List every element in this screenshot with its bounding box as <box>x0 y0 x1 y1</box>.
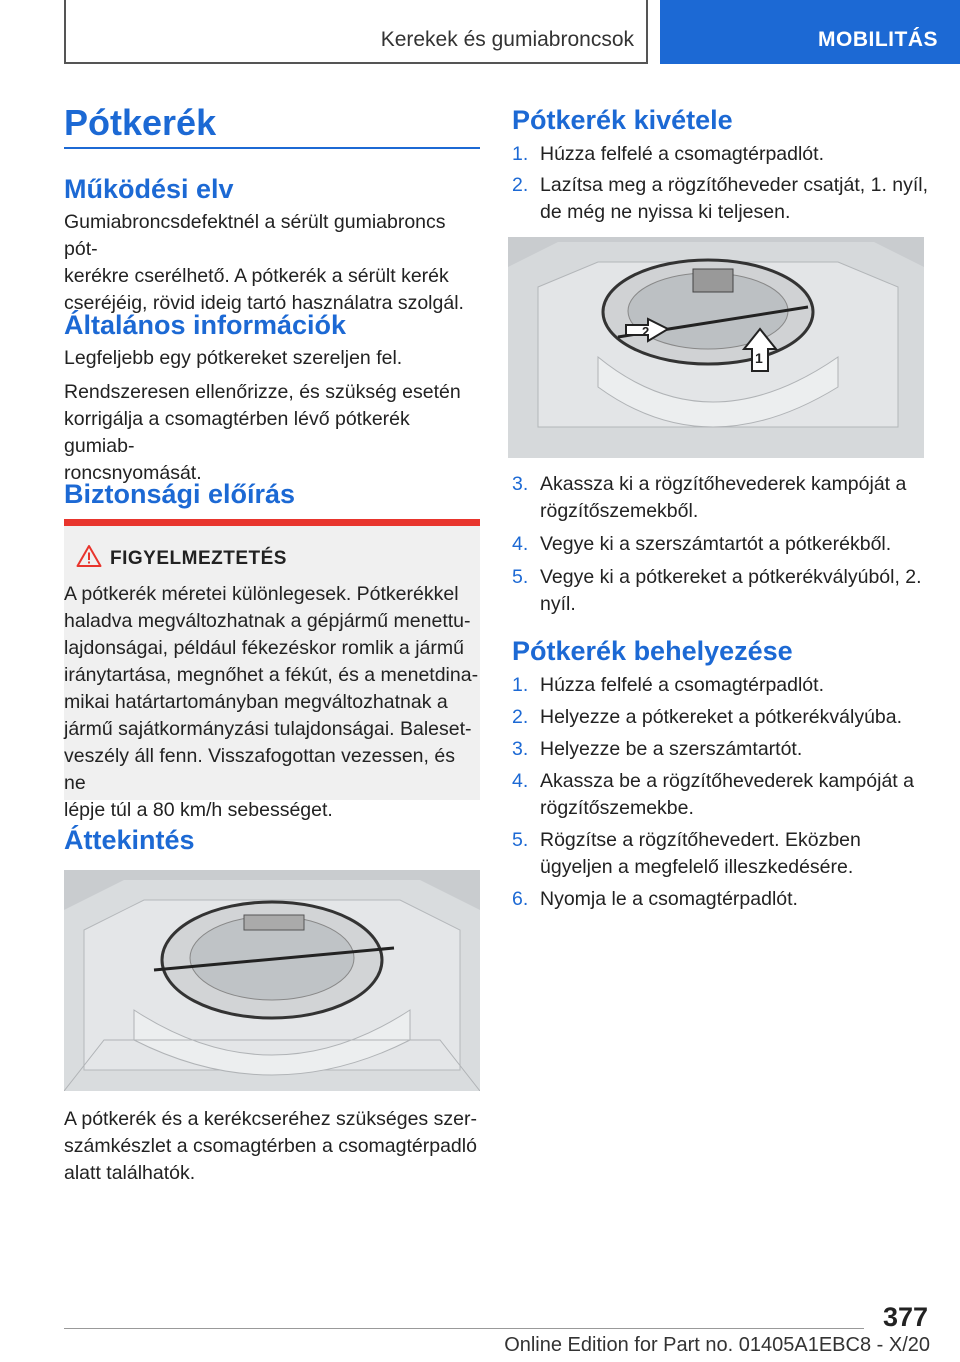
heading-insertion: Pótkerék behelyezése <box>512 636 793 666</box>
heading-removal: Pótkerék kivétele <box>512 105 733 135</box>
step-text: Húzza felfelé a csomagtérpadlót. <box>540 143 824 165</box>
step-text: Vegye ki a pótkereket a pótkerékvályúból, 2. nyíl. <box>540 566 922 615</box>
step-text: Akassza be a rögzítőhevederek kampóját a rögzítőszemekbe. <box>540 770 914 819</box>
heading-overview: Áttekintés <box>64 825 195 855</box>
header-section-box <box>64 0 648 64</box>
step-text: Rögzítse a rögzítőhevedert. Eközben ügyeljen a megfelelő illeszkedésére. <box>540 829 861 878</box>
step-number: 3. <box>512 473 529 495</box>
text-line: számkészlet a csomagtérben a csomagtérpadló <box>64 1135 477 1157</box>
list-item <box>512 886 932 913</box>
list-item <box>512 531 932 558</box>
text-line: haladva megváltozhatnak a gépjármű menettu‐ <box>64 610 471 632</box>
list-item <box>512 672 932 699</box>
text-line: kerékre cserélhető. A pótkerék a sérült kerék <box>64 265 449 287</box>
removal-steps-b <box>512 471 932 618</box>
text-line: cseréjéig, rövid ideig tartó használatra szolgál. <box>64 292 464 314</box>
list-item <box>512 827 932 881</box>
text-line: lépje túl a 80 km/h sebességet. <box>64 799 333 821</box>
footer-rule <box>64 1328 864 1329</box>
step-number: 3. <box>512 738 529 760</box>
overview-caption <box>64 1106 482 1187</box>
warning-text <box>64 581 480 824</box>
heading-working-principle: Működési elv <box>64 174 234 204</box>
step-number: 2. <box>512 706 529 728</box>
text-line: A pótkerék méretei különlegesek. Pótkerékkel <box>64 583 459 605</box>
list-item <box>512 141 932 168</box>
step-number: 1. <box>512 674 529 696</box>
step-number: 5. <box>512 829 529 851</box>
text-line: alatt találhatók. <box>64 1162 196 1184</box>
page-number: 377 <box>882 1302 928 1332</box>
text-line: iránytartása, megnőhet a fékút, és a menetdina‐ <box>64 664 479 686</box>
step-number: 5. <box>512 566 529 588</box>
figure-arrow-label: 1 <box>755 350 763 366</box>
warning-title: FIGYELMEZTETÉS <box>110 548 287 569</box>
step-text: Helyezze be a szerszámtartót. <box>540 738 803 760</box>
step-text: Vegye ki a szerszámtartót a pótkerékből. <box>540 533 892 555</box>
text-line: korrigálja a csomagtérben lévő pótkerék gumiab‐ <box>64 408 410 457</box>
step-number: 4. <box>512 770 529 792</box>
step-text: Akassza ki a rögzítőhevederek kampóját a rögzítőszemekből. <box>540 473 907 522</box>
step-number: 1. <box>512 143 529 165</box>
heading-safety: Biztonsági előírás <box>64 479 296 509</box>
title-rule <box>64 147 480 149</box>
step-number: 2. <box>512 174 529 196</box>
header-chapter-tab <box>660 0 960 64</box>
paragraph-working-principle <box>64 209 482 317</box>
insertion-steps <box>512 672 932 913</box>
header-chapter-label: MOBILITÁS <box>818 28 938 51</box>
step-text: Helyezze a pótkereket a pótkerékvályúba. <box>540 706 903 728</box>
page-title: Pótkerék <box>64 102 217 143</box>
step-text: Lazítsa meg a rögzítőheveder csatját, 1. nyíl, de még ne nyissa ki teljesen. <box>540 174 929 223</box>
removal-trunk-image <box>508 237 924 458</box>
warning-triangle-icon <box>76 544 102 568</box>
text-line: mikai határtartományban megváltozhatnak a <box>64 691 448 713</box>
figure-arrow-label: 2 <box>642 324 650 339</box>
text-line: jármű sajátkormányzási tulajdonságai. Baleset‐ <box>64 718 472 740</box>
list-item <box>512 704 932 731</box>
list-item <box>512 471 932 525</box>
text-line: Gumiabroncsdefektnél a sérült gumiabroncs pót‐ <box>64 211 446 260</box>
list-item <box>512 564 932 618</box>
text-line: Rendszeresen ellenőrizze, és szükség esetén <box>64 381 461 403</box>
text-line: roncsnyomását. <box>64 462 202 484</box>
step-text: Húzza felfelé a csomagtérpadlót. <box>540 674 824 696</box>
overview-trunk-image <box>64 870 480 1091</box>
text-line: lajdonságai, például fékezéskor romlik a jármű <box>64 637 464 659</box>
text-line: veszély áll fenn. Visszafogottan vezessen, és ne <box>64 745 455 794</box>
list-item <box>512 736 932 763</box>
header-section-title: Kerekek és gumiabroncsok <box>380 28 634 51</box>
list-item <box>512 768 932 822</box>
removal-steps-a <box>512 141 932 226</box>
warning-bar <box>64 519 480 526</box>
paragraph-general-info-2 <box>64 379 482 487</box>
list-item <box>512 172 932 226</box>
text-line: A pótkerék és a kerékcseréhez szükséges szer‐ <box>64 1108 477 1130</box>
paragraph-general-info-1: Legfeljebb egy pótkereket szereljen fel. <box>64 347 403 369</box>
footer-edition: Online Edition for Part no. 01405A1EBC8 - X/20 <box>504 1334 930 1356</box>
step-number: 6. <box>512 888 529 910</box>
step-text: Nyomja le a csomagtérpadlót. <box>540 888 798 910</box>
heading-general-info: Általános információk <box>64 310 347 340</box>
step-number: 4. <box>512 533 529 555</box>
